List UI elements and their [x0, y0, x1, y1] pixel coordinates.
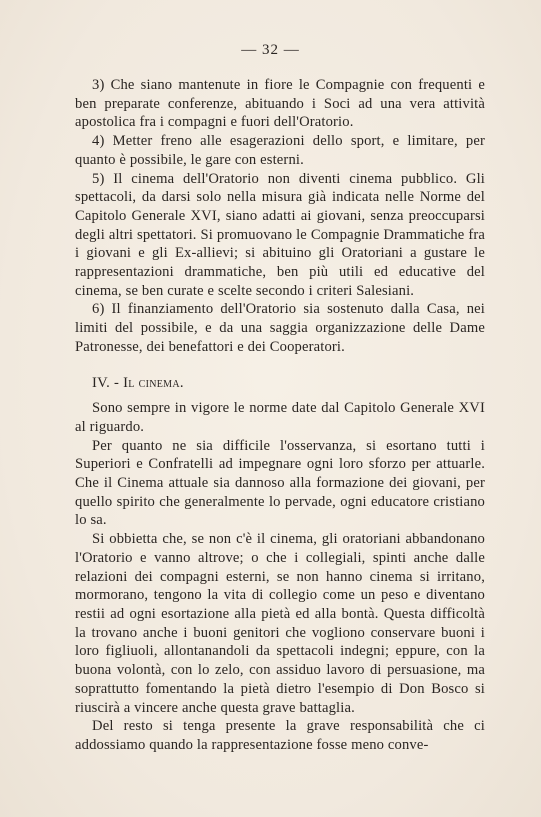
section-title: Il cinema. [123, 374, 184, 391]
paragraph-objection: Si obbietta che, se non c'è il cinema, gli oratoriani abbandonano l'Oratorio e vanno altrove; o che i collegiali, spinti anche dalle relazioni dei compagni esterni, se non hanno cinema si irritano, mormorano, tengono la vita di collegio come un peso e diventano restii ad ogni esortazione alla pietà ed alla bontà. Questa difficoltà la trovano anche i buoni genitori che vogliono conservare buoni i loro figliuoli, allontanandoli da spettacoli indegni; eppure, con la buona volontà, con lo zelo, con assiduo lavoro di persuasione, ma soprattutto fomentando la pietà dietro l'esempio di Don Bosco si riuscirà a vincere anche questa grave battaglia. [75, 531, 485, 716]
paragraph-3: 3) Che siano mantenute in fiore le Compagnie con frequenti e ben preparate conferenze, abituando i Soci ad una vera attività apostolica fra i compagni e fuori dell'Oratorio. [75, 77, 485, 131]
page-number: — 32 — [241, 42, 300, 58]
paragraph-4: 4) Metter freno alle esagerazioni dello sport, e limitare, per quanto è possibile, le gare con esterni. [75, 133, 485, 168]
paragraph-rules: Sono sempre in vigore le norme date dal Capitolo Generale XVI al riguardo. [75, 400, 485, 435]
paragraph-5: 5) Il cinema dell'Oratorio non diventi cinema pubblico. Gli spettacoli, da darsi solo nella misura già indicata nelle Norme del Capitolo Generale XVI, siano adatti ai giovani, senza preoccuparsi degli altri spettatori. Si promuovano le Compagnie Drammatiche fra i giovani e gli Ex-allievi; si abituino gli Oratoriani a gustare le rappresentazioni drammatiche, ben più utili ed educative del cinema, se ben curate e scelte secondo i criteri Salesiani. [75, 170, 485, 299]
section-number: IV. - [92, 374, 120, 391]
paragraph-6: 6) Il finanziamento dell'Oratorio sia sostenuto dalla Casa, nei limiti del possibile, e da una saggia organizzazione delle Dame Patronesse, dei benefattori e dei Cooperatori. [75, 301, 485, 355]
body-text [75, 76, 485, 755]
paragraph-responsibility: Del resto si tenga presente la grave responsabilità che ci addossiamo quando la rappresentazione fosse meno conve- [75, 718, 485, 753]
section-heading [75, 374, 485, 393]
paragraph-exhortation: Per quanto ne sia difficile l'osservanza, si esortano tutti i Superiori e Confratelli ad impegnare ogni loro sforzo per attuarle. Che il Cinema attuale sia dannoso alla formazione dei giovani, per quello spirito che generalmente lo pervade, ogni educatore cristiano lo sa. [75, 437, 485, 529]
